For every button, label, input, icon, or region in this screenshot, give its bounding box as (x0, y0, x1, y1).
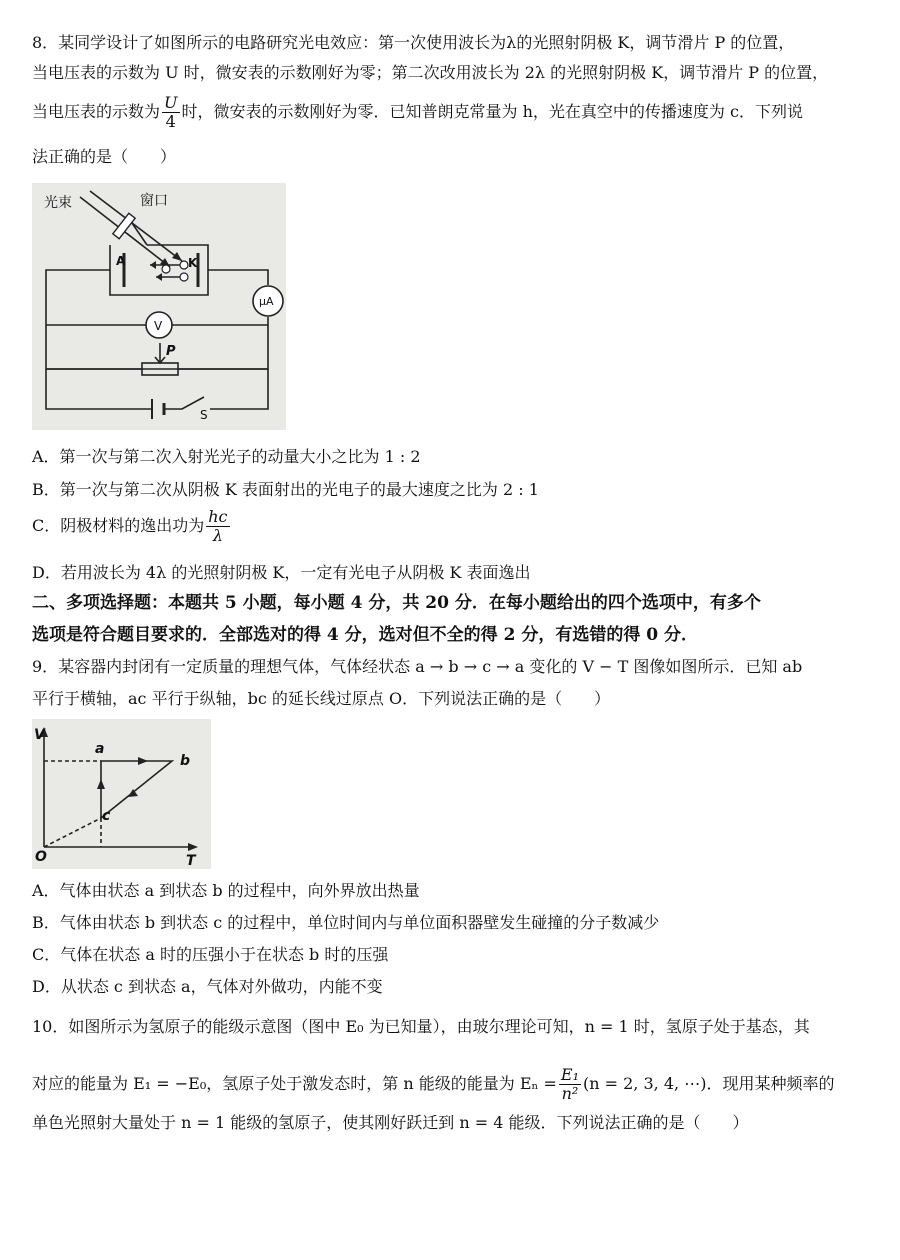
q8-option-b: B．第一次与第二次从阴极 K 表面射出的光电子的最大速度之比为 2 : 1 (32, 480, 539, 499)
v-axis-label: V (34, 727, 45, 743)
fraction-denominator: λ (212, 526, 223, 545)
q9-option-c: C．气体在状态 a 时的压强小于在状态 b 时的压强 (32, 945, 389, 964)
beam-label: 光束 (44, 195, 72, 211)
q8-line-2: 当电压表的示数为 U 时，微安表的示数刚好为零；第二次改用波长为 2λ 的光照射阴极 K，调节滑片 P 的位置， (32, 63, 829, 82)
q9-option-a: A．气体由状态 a 到状态 b 的过程中，向外界放出热量 (32, 881, 420, 900)
q8-option-c (32, 508, 232, 545)
window-label: 窗口 (140, 193, 168, 209)
t-axis-label: T (186, 853, 196, 869)
fraction-u-over-4 (162, 94, 179, 131)
fraction-numerator: U (164, 93, 178, 112)
q8-line-1: 8．某同学设计了如图所示的电路研究光电效应：第一次使用波长为λ的光照射阴极 K，调节滑片 P 的位置， (32, 33, 795, 52)
switch-label: S (200, 408, 208, 422)
slider-label: P (166, 344, 176, 359)
voltmeter-label: V (154, 319, 163, 333)
section-2-heading-line-1: 二、多项选择题：本题共 5 小题，每小题 4 分，共 20 分．在每小题给出的四个选项中，有多个 (32, 593, 761, 613)
q9-option-d: D．从状态 c 到状态 a，气体对外做功，内能不变 (32, 977, 383, 996)
fraction-numerator: E₁ (560, 1065, 580, 1084)
q8-option-d: D．若用波长为 4λ 的光照射阴极 K，一定有光电子从阴极 K 表面逸出 (32, 563, 531, 582)
point-c-label: c (102, 808, 111, 824)
fraction-numerator: hc (208, 507, 228, 526)
q10-line-2 (32, 1066, 834, 1103)
electron-1 (180, 261, 188, 269)
q10-line-1: 10．如图所示为氢原子的能级示意图（图中 E₀ 为已知量），由玻尔理论可知，n = 1 时，氢原子处于基态，其 (32, 1017, 810, 1036)
q8-line-3-end: 时，微安表的示数刚好为零．已知普朗克常量为 h，光在真空中的传播速度为 c．下列说 (181, 102, 803, 121)
q10-line-3: 单色光照射大量处于 n = 1 能级的氢原子，使其刚好跃迁到 n = 4 能级．下列说法正确的是（ ） (32, 1113, 749, 1132)
q8-line-3 (32, 94, 803, 131)
electron-3 (180, 273, 188, 281)
fraction-hc-over-lambda (206, 508, 229, 545)
q9-option-b: B．气体由状态 b 到状态 c 的过程中，单位时间内与单位面积器壁发生碰撞的分子数减少 (32, 913, 660, 932)
photoelectric-circuit-figure (32, 183, 286, 430)
q8-line-3-start: 当电压表的示数为 (32, 102, 161, 121)
q8-option-c-text: C．阴极材料的逸出功为 (32, 516, 205, 535)
q10-line-2-end: (n = 2, 3, 4, ⋯)．现用某种频率的 (583, 1074, 835, 1093)
anode-label: A (116, 254, 126, 268)
section-2-heading-line-2: 选项是符合题目要求的．全部选对的得 4 分，选对但不全的得 2 分，有选错的得 0 分． (32, 625, 698, 645)
microammeter-label: μA (259, 295, 274, 308)
q8-option-a: A．第一次与第二次入射光光子的动量大小之比为 1 : 2 (32, 447, 421, 466)
cathode-label: K (188, 256, 198, 270)
q8-line-4: 法正确的是（ ） (32, 147, 177, 166)
fraction-denominator: 4 (165, 112, 176, 131)
point-a-label: a (95, 741, 105, 757)
electron-2 (162, 265, 170, 273)
fraction-e1-over-n2 (559, 1066, 581, 1103)
figure-background (32, 183, 286, 430)
point-b-label: b (180, 753, 191, 769)
fraction-denominator: n² (561, 1084, 579, 1103)
v-t-graph-figure (32, 719, 211, 869)
q10-line-2-start: 对应的能量为 E₁ = −E₀，氢原子处于激发态时，第 n 能级的能量为 Eₙ = (32, 1074, 557, 1093)
q9-line-1: 9．某容器内封闭有一定质量的理想气体，气体经状态 a → b → c → a 变化的 V − T 图像如图所示．已知 ab (32, 657, 803, 676)
q9-line-2: 平行于横轴，ac 平行于纵轴，bc 的延长线过原点 O．下列说法正确的是（ ） (32, 689, 611, 708)
origin-label: O (35, 849, 47, 865)
